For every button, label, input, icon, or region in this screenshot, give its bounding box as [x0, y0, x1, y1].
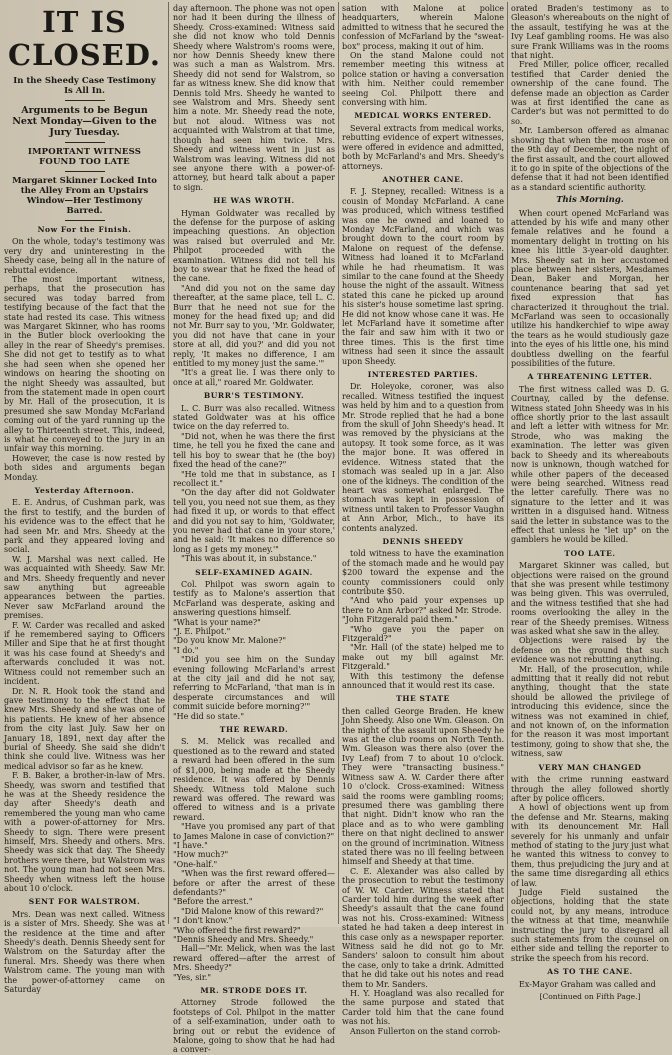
paragraph: Hyman Goldwater was recalled by the defense for the purpose of asking impeaching questions. An objection was raised but overruled and Mr. Philpot proceeded with the examination. Witness did not tell his boy to swear that he fixed the head of the cane. [173, 208, 335, 284]
paragraph: Hall—"Mr. Melick, when was the last reward offered—after the arrest of Mrs. Sheedy?" [173, 944, 335, 973]
paragraph: On the whole, today's testimony was very dry and uninteresting in the Sheedy case, being all in the nature of rebuttal evidence. [4, 237, 165, 275]
paragraph: "Who offered the first reward?" [173, 925, 301, 935]
paragraph: Margaret Skinner was called, but objections were raised on the ground that she was present while testimony was being given. This was overruled, and the witness testified that she had rooms overlooking the alley in the rear of the Sheedy premises. Witness was asked what she saw in the alley. [511, 561, 669, 636]
deck-rule [65, 142, 105, 143]
subheading: AS TO THE CANE. [547, 967, 633, 977]
paragraph: "Did Malone know of this reward?" [181, 906, 324, 916]
paragraph: "When was the first reward offered—before or after the arrest of these defendants?" [173, 869, 335, 897]
paragraph: L. C. Burr was also recalled. Witness stated Goldwater was at his office twice on the day referred to. [173, 403, 335, 432]
column-body [173, 4, 335, 1055]
paragraph: "J. E. Philpot." [173, 627, 231, 636]
paragraph: E. E. Andrus, of Cushman park, was the first to testify, and the burden of his evidence was to the effect that he had seen Mr. and Mrs. Sheedy at the park and they appeared loving and social. [4, 498, 165, 555]
subheading: THE STATE [396, 694, 450, 704]
paragraph: F. B. Baker, a brother-in-law of Mrs. Sheedy, was sworn and testified that he was at the Sheedy residence the day after Sheedy's death and remembered the young man who came with a power-of-attorney for Mrs. Sheedy to sign. There were present himself, Mrs. Sheedy and others. Mrs. Sheedy was sick that day. The Sheedy brothers were there, but Walstrom was not. The young man had not seen Mrs. Sheedy when witness left the house about 10 o'clock. [4, 771, 165, 894]
paragraph: "I don't know." [173, 916, 233, 926]
paragraph: "One-half." [173, 859, 218, 869]
paragraph: "He told me that in substance, as I recollect it." [173, 469, 335, 488]
paragraph: then called George Braden. He knew John Sheedy. Also one Wm. Gleason. On the night of the assault upon Sheedy he was at the club rooms on North Tenth. Wm. Gleason was there also (over the Ivy Leaf) from 7 to about 10 o'clock. They were "transacting business." Witness saw A. W. Carder there after 10 o'clock. Cross-examined: Witness said the rooms were gambling rooms; presumed there was gambling there that night. Didn't know who ran the place and as to who were gambling there on that night declined to answer on the ground of incrimination. Witness stated there was no ill feeling between himself and Sheedy at that time. [342, 706, 504, 867]
paragraph: Judge Field sustained the objections, holding that the state could not, by any means, introduce the witness at that time, meanwhile instructing the jury to disregard all such statements from the counsel on either side and telling the reporter to strike the speech from his record. [511, 887, 669, 963]
paragraph: Fred Miller, police officer, recalled testified that Carder denied the ownership of the cane found. The defense made an objection as Carder was at first identified the cane as Carder's but was not permitted to do so. [511, 60, 669, 126]
paragraph: F. W. Carder was recalled and asked if he remembered saying to Officers Miller and Sipe that he at first thought it was his case found at Sheedy's and afterwards concluded it was not. Witness could not remember such an incident. [4, 620, 165, 687]
paragraph: On the stand Malone could not remember meeting this witness at police station or having a conversation with him. Neither could remember seeing Col. Philpott there and conversing with him. [342, 51, 504, 108]
headline: IT IS CLOSED. [8, 5, 161, 72]
paragraph: F. J. Stepney, recalled: Witness is a cousin of Monday McFarland. A cane was produced, which witness testified was one he owned and loaned to Monday McFarland, and which was brought down to the court room by Malone on request of the defense. Witness had loaned it to McFarland while he had rheumatism. It was similar to the cane found at the Sheedy house the night of the assault. Witness stated this cane he picked up around his sister's house sometime last spring. He did not know whose cane it was. He let McFarland have it sometime after the fair and saw him with it two or three times. This is the first time witness had seen it since the assault upon Sheedy. [342, 187, 504, 366]
subheading: MEDICAL WORKS ENTERED. [354, 111, 492, 121]
paragraph: "And did you not on the same day thereafter, at the same place, tell L. C. Burr that he need not sue for the money for the head fixed up; and did not Mr. Burr say to you, 'Mr. Goldwater, you did not have that cane in your store at all, did you?' and did you not reply, 'It makes no difference, I am entitled to my money just the same.'" [173, 283, 335, 369]
paragraph: "I do." [173, 645, 199, 655]
paragraph: The most important witness, perhaps, that the prosecution has secured was today barred from testifying because of the fact that the state had rested its case. This witness was Margaret Skinner, who has rooms in the Butler block overlooking the alley in the rear of Sheedy's premises. She did not get to testify as to what she had seen when she opened her windows on hearing the shooting on the night Sheedy was assaulted, but from the statement made in open court by Mr. Hall of the prosecution, it is presumed she saw Monday McFarland coming out of the yard running up the alley to Thirteenth street. This, indeed, is what he conveyed to the jury in an unfair way this morning. [4, 275, 165, 454]
paragraph: "I have." [173, 840, 208, 850]
paragraph: "And who paid your expenses up there to Ann Arbor?" asked Mr. Strode. [342, 596, 504, 615]
paragraph: with the crime running eastward through the alley followed shortly after by police officers. [511, 775, 669, 803]
paragraph: "This was about it, in substance." [181, 554, 317, 564]
column-2 [173, 4, 335, 1055]
column-body [4, 225, 165, 995]
paragraph: "John Fitzgerald paid them." [342, 615, 458, 625]
deck-4: Margaret Skinner Locked Into the Alley From an Upstairs Window—Her Testimony Barred. [12, 176, 157, 216]
deck-rule [65, 100, 105, 101]
paragraph: "Who gave you the paper on Fitzgerald?" [342, 624, 504, 643]
paragraph: Dr. Holeyoke, coroner, was also recalled. Witness testified the inquest was held by him and to a question from Mr. Strode replied that he had a bone from the skull of John Sheedy's head. It was removed by the physicians at the autopsy. It took some force, as it was the major bone. It was offered in evidence. Witness stated that the stomach was sealed up in a jar. Also one of the kidneys. The condition of the heart was somewhat enlarged. The stomach was kept in possession of witness until taken to Professor Vaughn at Ann Arbor, Mich., to have its contents analyzed. [342, 382, 504, 533]
paragraph: "What is your name?" [173, 617, 261, 627]
subheading: Yesterday Afternoon. [34, 485, 135, 495]
paragraph: "Did not, when he was there the first time, he tell you he fixed the cane and tell his boy to swear that he (the boy) fixed the head of the cane?" [173, 431, 335, 470]
paragraph: C. E. Alexander was also called by the prosecution to rebut the testimony of W. W. Carder. Witness stated that Carder told him during the week after Sheedy's assault that the cane found was not his. Cross-examined: Witness stated he had taken a deep interest in this case only as a newspaper reporter. Witness said he did not go to Mr. Sanders' saloon to consult him about the case, only to take a drink. Admitted that he did take out his notes and read them to Mr. Sanders. [342, 866, 504, 989]
subheading: SELF-EXAMINED AGAIN. [195, 567, 313, 577]
deck-rule [65, 171, 105, 172]
paragraph: H. Y. Hoagland was also recalled for the same purpose and stated that Carder told him that the cane found was not his. [342, 989, 504, 1027]
column-3 [342, 4, 504, 1036]
paragraph: "Dennis Sheedy and Mrs. Sheedy." [173, 935, 314, 944]
paragraph: "Before the arrest." [173, 897, 253, 907]
column-body [511, 4, 669, 1001]
subheading: MR. STRODE DOES IT. [200, 986, 308, 996]
column-4 [511, 4, 669, 1002]
subheading: INTERESTED PARTIES. [367, 370, 479, 380]
column-rule [168, 2, 169, 924]
paragraph: "Do you know Mr. Malone?" [173, 636, 287, 646]
subheading: ANOTHER CANE. [382, 174, 464, 184]
deck-rule [65, 220, 105, 221]
paragraph: Attorney Strode followed the footsteps of Col. Philpot in the matter of a self-examination, under oath to bring out or rebut the evidence of Malone, going to show that he had had a conver- [173, 998, 335, 1055]
subheading: Now For the Finish. [37, 225, 132, 234]
paragraph: "Did you see him on the Sunday evening following McFarland's arrest at the city jail and did he not say, referring to McFarland, 'that man is in desperate circumstances and will commit suicide before morning?'" [173, 655, 335, 712]
paragraph: Dr. N. R. Hook took the stand and gave testimony to the effect that he knew Mrs. Sheedy and she was one of his patients. He knew of her absence from the city last July. Saw her on January 18, 1891, next day after the burial of Sheedy. She said she didn't think she could live. Witness was her medical advisor so far as he knew. [4, 686, 165, 771]
paragraph: Mr. Hall, of the prosecution, while admitting that it really did not rebut anything, thought that the state should be allowed the privilege of introducing this evidence, since the witness was not examined in chief, and not known of, on the information for the reason it was most important testimony, going to show that she, the witness, saw [511, 664, 669, 759]
paragraph: "Yes, sir." [173, 972, 212, 982]
paragraph: When court opened McFarland was attended by his wife and many other female relatives and he found a momentary delight in trotting on his knee his little 3-year-old daughter. Mrs. Sheedy sat in her accustomed place between her sisters, Mesdames Dean, Baker and Morgan, her countenance bearing that sad yet fixed expression that has characterized it throughout the trial. McFarland was seen to occasionally utilize his handkerchief to wipe away the tears as he would studiously gaze into the eyes of his little one, his mind doubtless dwelling on the fearful possibilities of the future. [511, 208, 669, 369]
subheading: DENNIS SHEEDY [382, 536, 464, 546]
paragraph: "How much?" [173, 850, 229, 860]
subheading: BURR'S TESTIMONY. [203, 391, 305, 401]
paragraph: told witness to have the examination of the stomach made and he would pay $200 toward the expense and the county commissioners could only contribute $50. [342, 549, 504, 596]
paragraph: Anson Fullerton on the stand corrob- [350, 1026, 501, 1036]
paragraph: day afternoon. The phone was not open nor had it been during the illness of Sheedy. Cross-examined: Witness said she did not know who told Dennis Sheedy where Walstrom's rooms were, nor how Dennis Sheedy knew there was such a man as Walstrom. Mrs. Sheedy did not send for Walstrom, so far as witness knew. She did know that Dennis told Mrs. Sheedy he wanted to see Walstrom and Mrs. Sheedy sent him a note. Mr. Sheedy read the note, but not aloud. Witness was not acquainted with Walstrom at that time, though had seen him twice. Mrs. Sheedy and witness went in just as Walstrom was leaving. Witness did not see anyone there with a power-of-attorney, but heard talk about a paper to sign. [173, 4, 335, 192]
column-1 [4, 4, 165, 995]
subheading: SENT FOR WALSTROM. [28, 897, 141, 907]
subheading: VERY MAN CHANGED [538, 762, 642, 772]
column-rule [338, 2, 339, 924]
deck-1: In the Sheedy Case Testimony Is All In. [13, 76, 156, 96]
paragraph: Col. Philpot was sworn again to testify as to Malone's assertion that McFarland was desperate, asking and answering questions himself. [173, 579, 335, 618]
paragraph: S. M. Melick was recalled and questioned as to the reward and stated a reward had been offered in the sum of $1,000, being made at the Sheedy residence. It was offered by Dennis Sheedy. Witness told Malone such reward was offered. The reward was offered to witness and is a private reward. [173, 737, 335, 822]
paragraph: "Mr. Hall (of the state) helped me to make out my bill against Mr. Fitzgerald." [342, 643, 504, 672]
paragraph: orated Braden's testimony as to Gleason's whereabouts on the night of the assault, testifying he was at the Ivy Leaf gambling rooms. He was also sure Frank Williams was in the rooms that night. [511, 4, 669, 61]
paragraph: Objections were raised by the defense on the ground that such evidence was not rebutting anything. [511, 636, 669, 665]
column-rule [507, 2, 508, 924]
column-body [342, 4, 504, 1036]
paragraph: Ex-Mayor Graham was called and [519, 979, 656, 989]
subheading: A THREATENING LETTER. [527, 372, 653, 382]
paragraph: However, the case is now rested by both sides and arguments began Monday. [4, 453, 165, 482]
subheading: HE WAS WROTH. [213, 196, 295, 206]
paragraph: A howl of objections went up from the defense and Mr. Stearns, making with its denouncement Mr. Hall severely for his unmanly and unfair method of stating to the jury just what he wanted this witness to convey to them, thus prejudicing the jury and at the same time disregarding all ethics of law. [511, 803, 669, 888]
subheading: TOO LATE. [564, 548, 616, 558]
subheading: This Morning. [556, 195, 624, 206]
paragraph: W. J. Marshal was next called. He was acquainted with Sheedy. Saw Mr. and Mrs. Sheedy frequently and never saw anything but agreeable appearances between the parties. Never saw McFarland around the premises. [4, 554, 165, 621]
paragraph: Mrs. Dean was next called. Witness is a sister of Mrs. Sheedy. She was at the residence at the time and after Sheedy's death. Dennis Sheedy sent for Walstrom on the Saturday after the funeral. Mrs. Sheedy was there when Walstrom came. The young man with the power-of-attorney came on Saturday [4, 909, 165, 995]
paragraph: With this testimony the defense announced that it would rest its case. [342, 671, 504, 691]
subheading: THE REWARD. [219, 725, 289, 735]
paragraph: "He did so state." [173, 711, 245, 721]
deck-3: IMPORTANT WITNESS FOUND TOO LATE [27, 147, 142, 167]
continuation-note: [Continued on Fifth Page.] [539, 992, 641, 1002]
deck-2: Arguments to be Begun Next Monday—Given to the Jury Tuesday. [12, 105, 157, 138]
paragraph: "On the day after did not Goldwater tell you, you need not sue them, as they had fixed it up, or words to that effect and did you not say to him, 'Goldwater, you never had that cane in your store,' and he said: 'It makes no difference so long as I gets my money.'" [173, 488, 335, 554]
paragraph: "It's a great lie. I was there only to once at all," roared Mr. Goldwater. [173, 368, 335, 387]
paragraph: sation with Malone at police headquarters, wherein Malone admitted to witness that he secured the confession of McFarland by the "sweat-box" process, making it out of him. [342, 4, 504, 51]
paragraph: Mr. Lamberson offered as almanac showing that when the moon rose on the 9th day of December, the night of the first assault, and the court allowed it to go in spite of the objections of the defense that it had not been identified as a standard scientific authority. [511, 126, 669, 192]
paragraph: The first witness called was D. G. Courtnay, called by the defense. Witness stated John Sheedy was in his office shortly prior to the last assault and left a letter with witness for Mr. Strode, who was making the examination. The letter was given back to Sheedy and its whereabouts now is unknown, though watched for while other papers of the deceased were being searched. Witness read the letter carefully. There was no signature to the letter and it was written in a disguised hand. Witness said the letter in substance was to the effect that unless he "let up" on the gamblers he would be killed. [511, 384, 669, 545]
paragraph: "Have you promised any part of that to James Malone in case of conviction?" [173, 822, 335, 841]
paragraph: Several extracts from medical works, rebutting evidence of expert witnesses, were offered in evidence and admitted, both by McFarland's and Mrs. Sheedy's attorneys. [342, 123, 504, 171]
